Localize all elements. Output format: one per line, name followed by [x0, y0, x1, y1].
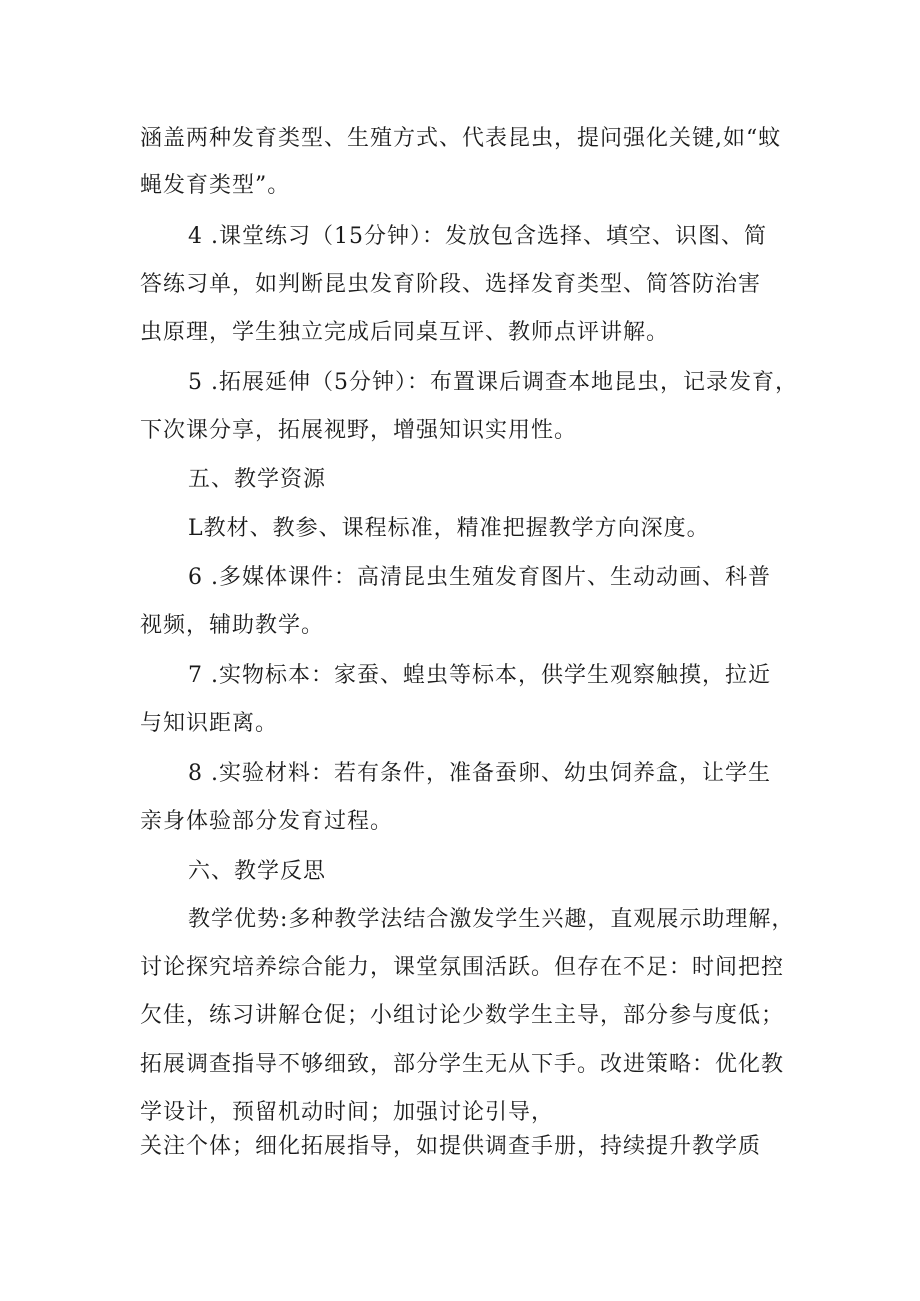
text-line: 答练习单，如判断昆虫发育阶段、选择发育类型、简答防治害 — [140, 272, 762, 297]
list-item-1: L教材、教参、课程标准，精准把握教学方向深度。 — [188, 516, 710, 541]
text-line: 关注个体；细化拓展指导，如提供调查手册，持续提升教学质 — [140, 1134, 762, 1159]
list-item-5: 5 .拓展延伸（5分钟）：布置课后调查本地昆虫，记录发育， — [188, 370, 798, 395]
text-line: 欠佳，练习讲解仓促；小组讨论少数学生主导，部分参与度低； — [140, 1003, 785, 1028]
list-item-7: 7 .实物标本：家蚕、蝗虫等标本，供学生观察触摸，拉近 — [188, 663, 771, 688]
section-heading-reflection: 六、教学反思 — [188, 859, 327, 884]
text-line: 涵盖两种发育类型、生殖方式、代表昆虫，提问强化关键,如“蚊 — [140, 126, 782, 151]
section-heading-resources: 五、教学资源 — [188, 467, 327, 492]
text-line: 下次课分享，拓展视野，增强知识实用性。 — [140, 418, 578, 443]
list-item-6: 6 .多媒体课件：高清昆虫生殖发育图片、生动动画、科普 — [188, 565, 771, 590]
text-line: 亲身体验部分发育过程。 — [140, 809, 394, 834]
text-line: 蝇发育类型”。 — [140, 173, 291, 198]
text-line: 虫原理，学生独立完成后同桌互评、教师点评讲解。 — [140, 320, 670, 345]
list-item-8: 8 .实验材料：若有条件，准备蚕卵、幼虫饲养盒，让学生 — [188, 761, 771, 786]
text-line: 讨论探究培养综合能力，课堂氛围活跃。但存在不足：时间把控 — [140, 955, 785, 980]
list-item-4: 4 .课堂练习（15分钟）：发放包含选择、填空、识图、简 — [188, 224, 767, 249]
text-line: 学设计，预留机动时间；加强讨论引导， — [140, 1100, 555, 1125]
paragraph-first-line: 教学优势:多种教学法结合激发学生兴趣，直观展示助理解， — [188, 907, 795, 932]
text-line: 视频，辅助教学。 — [140, 613, 325, 638]
text-line: 与知识距离。 — [140, 711, 279, 736]
text-line: 拓展调查指导不够细致，部分学生无从下手。改进策略：优化教 — [140, 1052, 785, 1077]
